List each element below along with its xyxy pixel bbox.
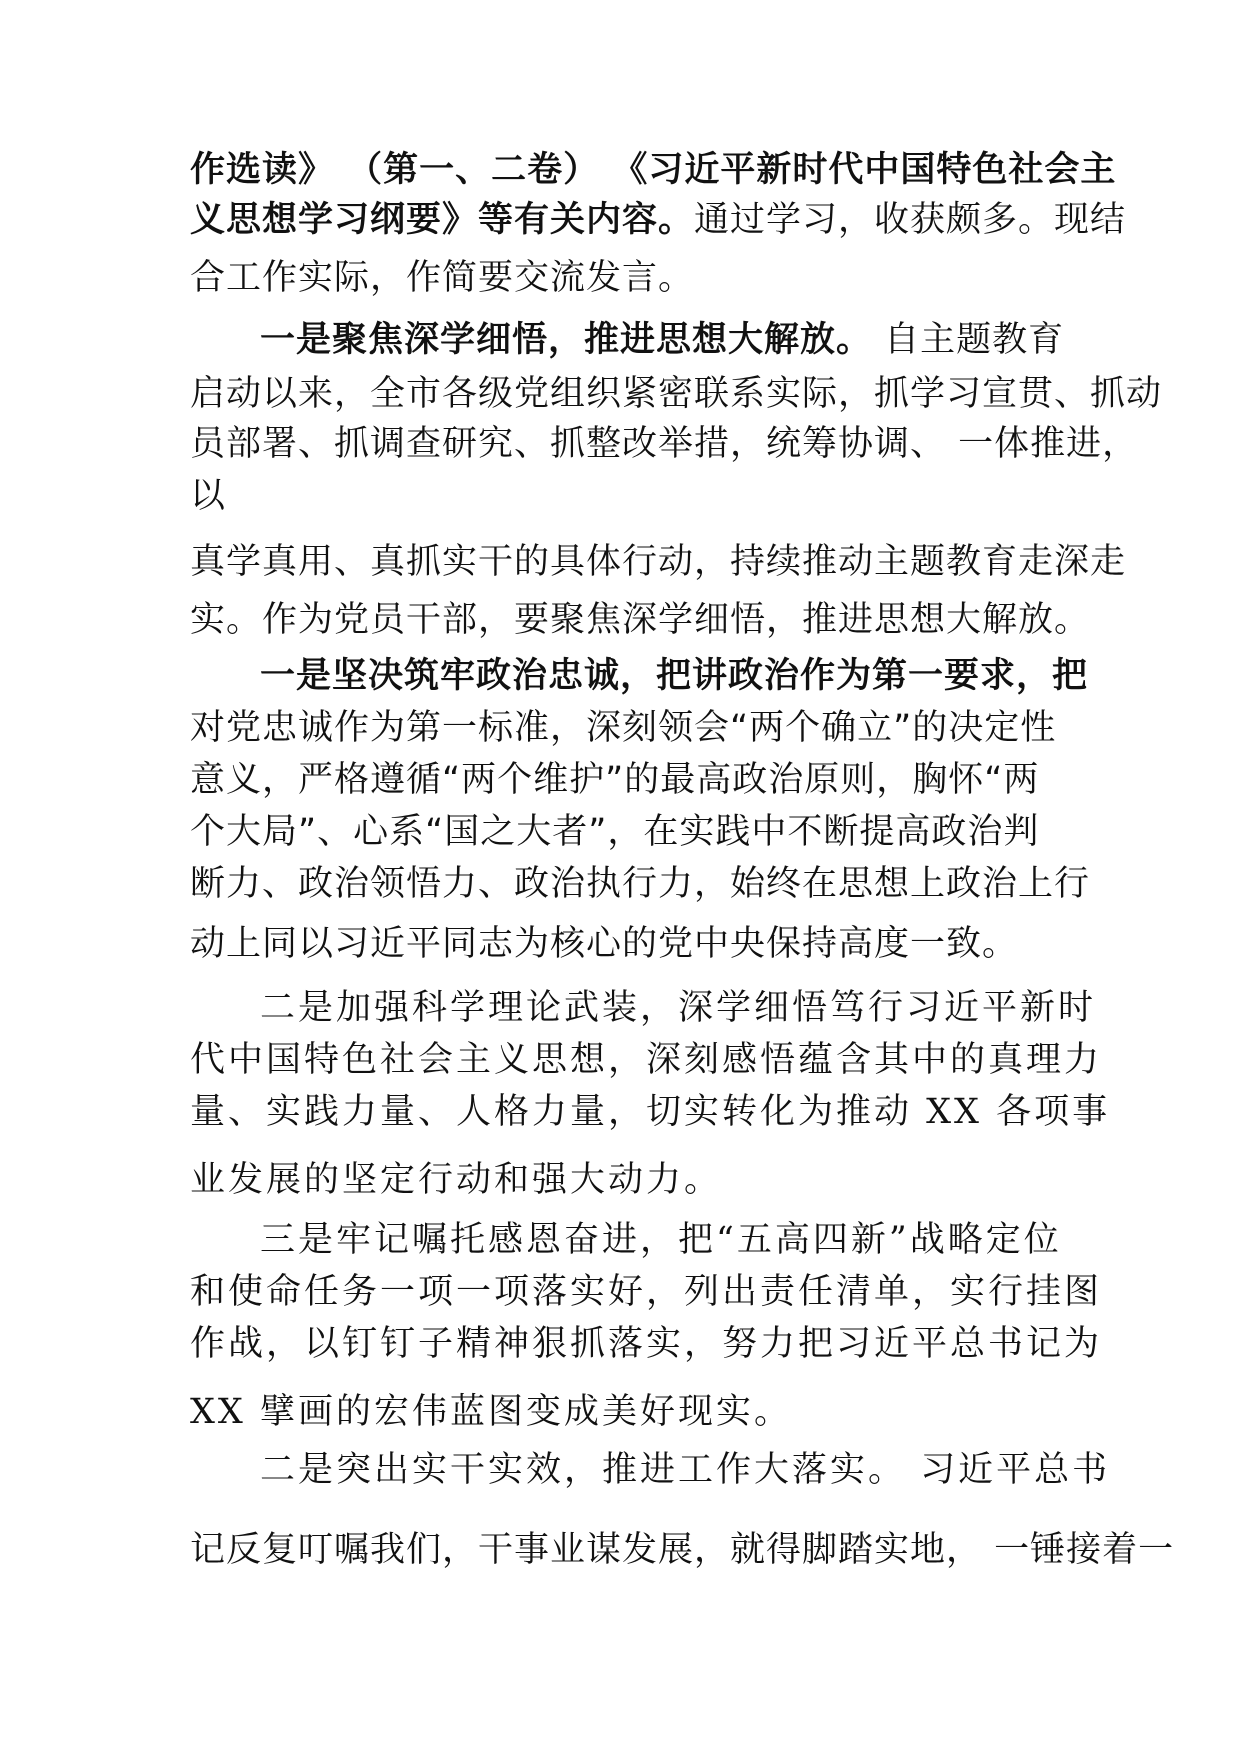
text-span: 二是突出实干实效，推进工作大落实。 习近平总书 [260,1450,1111,1490]
text-span: 记反复叮嘱我们，干事业谋发展，就得脚踏实地， 一锤接着一 [190,1530,1175,1570]
text-span: 动上同以习近平同志为核心的党中央保持高度一致。 [190,924,1019,964]
text-line [190,810,1050,854]
text-span: 实。作为党员干部，要聚焦深学细悟，推进思想大解放。 [190,600,1091,640]
text-span: 业发展的坚定行动和强大动力。 [190,1160,723,1200]
text-line [190,1038,1103,1082]
text-span: 员部署、抓调查研究、抓整改举措，统筹协调、 一体推进， [190,424,1139,464]
text-line [190,758,1050,802]
text-line [190,422,1139,466]
text-line [190,1322,1103,1366]
paragraph-start [190,986,1097,1030]
text-span: 和使命任务一项一项落实好，列出责任清单，实行挂图 [190,1272,1103,1312]
paragraph-heading [190,654,1089,698]
text-line [190,1158,1050,1202]
text-line [190,598,1091,642]
text-line [190,706,1057,750]
text-line [190,474,1050,518]
text-span: 一是聚焦深学细悟，推进思想大解放。 [260,319,873,360]
text-span: 作战，以钉钉子精神狠抓落实，努力把习近平总书记为 [190,1324,1103,1364]
text-line [190,862,1091,906]
text-line [190,198,1127,242]
text-line [190,148,1117,192]
text-span: 合工作实际，作简要交流发言。 [190,258,695,298]
text-span: 断力、政治领悟力、政治执行力，始终在思想上政治上行 [190,864,1091,904]
text-span: 对党忠诚作为第一标准，深刻领会“两个确立”的决定性 [190,708,1057,748]
text-span: 意义，严格遵循“两个维护”的最高政治原则，胸怀“两 [190,760,1040,800]
text-line [190,540,1127,584]
text-span: 二是加强科学理论武装，深学细悟笃行习近平新时 [260,988,1097,1028]
text-span: 一是坚决筑牢政治忠诚，把讲政治作为第一要求，把 [260,656,1089,696]
text-span: 三是牢记嘱托感恩奋进，把“五高四新”战略定位 [260,1220,1062,1260]
text-span: 以 [190,476,227,516]
text-span: 通过学习，收获颇多。现结 [694,200,1127,240]
paragraph-start [190,1218,1062,1262]
text-span: 作选读》 （第一、二卷） 《习近平新时代中国特色社会主 [190,149,1117,190]
text-line [190,1090,1111,1134]
paragraph-heading [190,1448,1111,1492]
text-span: 义思想学习纲要》等有关内容。 [190,199,695,240]
text-span: 量、实践力量、人格力量，切实转化为推动 XX 各项事 [190,1092,1111,1132]
text-line [190,1270,1103,1314]
text-span: 真学真用、真抓实干的具体行动，持续推动主题教育走深走 [190,542,1127,582]
text-line [190,256,1050,300]
text-line [190,1528,1175,1572]
text-line [190,372,1163,416]
text-line [190,1390,1050,1434]
text-span: 代中国特色社会主义思想，深刻感悟蕴含其中的真理力 [190,1040,1103,1080]
text-line [190,922,1050,966]
paragraph-heading [190,318,1065,362]
text-span: 个大局”、心系“国之大者”，在实践中不断提高政治判 [190,812,1040,852]
text-span: 启动以来，全市各级党组织紧密联系实际，抓学习宣贯、抓动 [190,374,1163,414]
text-span: 自主题教育 [872,320,1065,360]
text-span: XX 擘画的宏伟蓝图变成美好现实。 [190,1392,792,1432]
